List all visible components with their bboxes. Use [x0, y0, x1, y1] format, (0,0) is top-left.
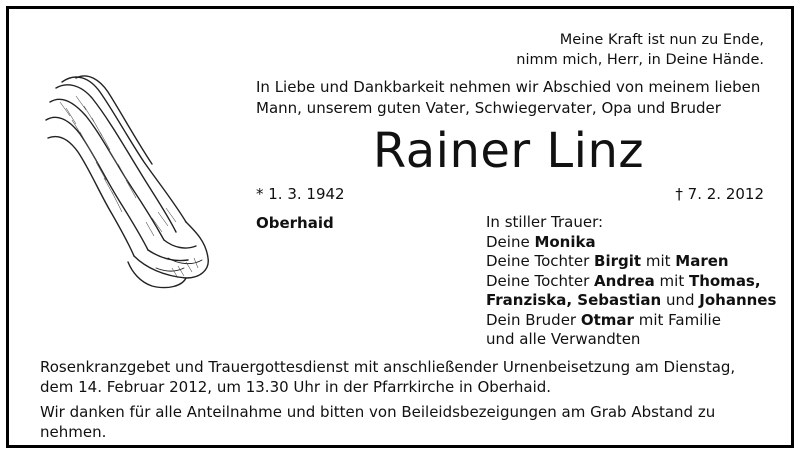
mourners-heading: In stiller Trauer:	[486, 213, 604, 231]
deceased-name: Rainer Linz	[372, 123, 645, 179]
birth-date: * 1. 3. 1942	[256, 185, 345, 203]
intro-line: In Liebe und Dankbarkeit nehmen wir Abschied von meinem lieben	[256, 78, 761, 96]
service-line: dem 14. Februar 2012, um 13.30 Uhr in der Pfarrkirche in Oberhaid.	[40, 378, 552, 396]
mourner-line: Franziska, Sebastian und Johannes	[486, 291, 777, 309]
mourner-line: Deine Monika	[486, 232, 596, 251]
service-info	[40, 357, 780, 397]
intro-text	[256, 77, 766, 119]
praying-hands-icon	[36, 72, 214, 294]
service-line: Rosenkranzgebet und Trauergottesdienst mit anschließender Urnenbeisetzung am Dienstag,	[40, 358, 736, 376]
motto-line: nimm mich, Herr, in Deine Hände.	[516, 52, 764, 68]
mourner-line: Deine Tochter Andrea mit Thomas,	[486, 271, 761, 290]
mourner-line: Deine Tochter Birgit mit Maren	[486, 252, 729, 270]
place-name: Oberhaid	[256, 214, 334, 232]
mourners-list	[486, 213, 776, 350]
mourner-line: und alle Verwandten	[486, 330, 641, 348]
motto-verse	[490, 30, 764, 70]
thanks-note: Wir danken für alle Anteilnahme und bitten von Beileidsbezeigungen am Grab Abstand zu nehmen.	[40, 403, 716, 441]
death-date: † 7. 2. 2012	[675, 185, 764, 203]
intro-line: Mann, unserem guten Vater, Schwiegervater, Opa und Bruder	[256, 99, 721, 117]
mourner-line: Dein Bruder Otmar mit Familie	[486, 310, 721, 329]
motto-line: Meine Kraft ist nun zu Ende,	[559, 32, 764, 48]
